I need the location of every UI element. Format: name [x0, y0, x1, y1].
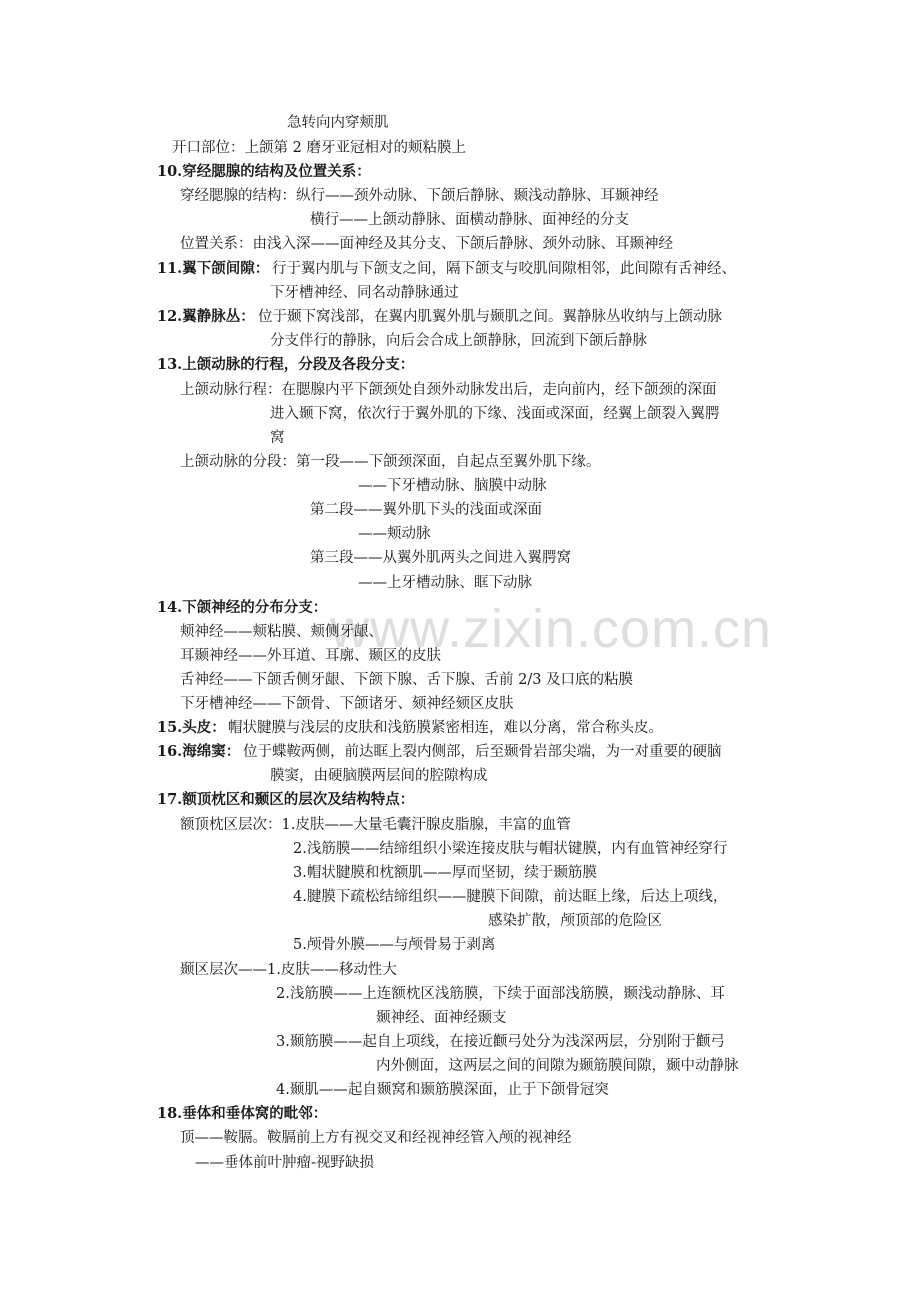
- text-line: 窝: [270, 430, 285, 446]
- section-heading: 13.上颌动脉的行程，分段及各段分支：: [157, 356, 415, 373]
- text-line: 4.腱膜下疏松结缔组织——腱膜下间隙，前达眶上缘，后达上项线，: [293, 889, 728, 905]
- text-line: ——下牙槽动脉、脑膜中动脉: [358, 478, 547, 494]
- text-line: 第二段——翼外肌下头的浅面或深面: [310, 502, 542, 518]
- text-line: 4.颞肌——起自颞窝和颞筋膜深面，止于下颌骨冠突: [276, 1082, 609, 1098]
- text-line: 5.颅骨外膜——与颅骨易于剥离: [293, 937, 496, 953]
- text-line: 2.浅筋膜——结缔组织小梁连接皮肤与帽状键膜，内有血管神经穿行: [293, 841, 728, 857]
- text-line: 颞区层次——1.皮肤——移动性大: [180, 962, 397, 978]
- watermark: www.zixin.com.cn: [330, 599, 773, 659]
- text-line: 帽状腱膜与浅层的皮肤和浅筋膜紧密相连，难以分离，常合称头皮。: [228, 720, 663, 736]
- section-heading: 12.翼静脉丛：: [157, 308, 255, 325]
- text-line: ——颊动脉: [358, 526, 431, 542]
- text-line: 3.帽状腱膜和枕额肌——厚而坚韧，续于颞筋膜: [293, 865, 597, 881]
- text-line: 开口部位：上颌第 2 磨牙亚冠相对的颊粘膜上: [172, 140, 466, 156]
- text-line: 顶——鞍膈。鞍膈前上方有视交叉和经视神经管入颅的视神经: [180, 1130, 572, 1146]
- text-line: 额顶枕区层次：1.皮肤——大量毛囊汗腺皮脂腺，丰富的血管: [180, 817, 571, 833]
- text-line: 耳颞神经——外耳道、耳廓、颞区的皮肤: [180, 648, 441, 664]
- text-line: 急转向内穿颊肌: [287, 115, 389, 131]
- text-line: 上颌动脉的分段：第一段——下颌颈深面，自起点至翼外肌下缘。: [180, 454, 601, 470]
- text-line: 3.颞筋膜——起自上项线，在接近颧弓处分为浅深两层，分别附于颧弓: [276, 1034, 725, 1050]
- section-heading: 11.翼下颌间隙：: [157, 260, 270, 277]
- text-line: 内外侧面，这两层之间的间隙为颞筋膜间隙，颞中动静脉: [376, 1058, 739, 1074]
- text-line: 位置关系：由浅入深——面神经及其分支、下颌后静脉、颈外动脉、耳颞神经: [180, 236, 673, 252]
- text-line: 颞神经、面神经颞支: [376, 1010, 507, 1026]
- section-heading: 15.头皮：: [157, 719, 226, 736]
- text-line: ——垂体前叶肿瘤-视野缺损: [195, 1155, 374, 1171]
- section-heading: 16.海绵窦：: [157, 743, 241, 760]
- text-line: 感染扩散，颅顶部的危险区: [488, 913, 662, 929]
- text-line: 下牙槽神经、同名动静脉通过: [270, 285, 459, 301]
- text-line: 膜窦，由硬脑膜两层间的腔隙构成: [270, 768, 488, 784]
- text-line: 舌神经——下颌舌侧牙龈、下颌下腺、舌下腺、舌前 2/3 及口底的粘膜: [180, 672, 634, 688]
- text-line: 颊神经——颊粘膜、颊侧牙龈、: [180, 624, 383, 640]
- text-line: 行于翼内肌与下颌支之间，隔下颌支与咬肌间隙相邻，此间隙有舌神经、: [272, 261, 736, 277]
- text-line: 上颌动脉行程：在腮腺内平下颌颈处自颈外动脉发出后，走向前内，经下颌颈的深面: [180, 382, 717, 398]
- text-line: 第三段——从翼外肌两头之间进入翼腭窝: [310, 550, 571, 566]
- section-heading: 10.穿经腮腺的结构及位置关系：: [157, 163, 371, 180]
- text-line: 分支伴行的静脉，向后会合成上颌静脉，回流到下颌后静脉: [270, 333, 647, 349]
- text-line: ——上牙槽动脉、眶下动脉: [358, 575, 532, 591]
- text-line: 穿经腮腺的结构：纵行——颈外动脉、下颌后静脉、颞浅动静脉、耳颞神经: [180, 188, 659, 204]
- text-line: 下牙槽神经——下颌骨、下颌诸牙、颏神经颏区皮肤: [180, 696, 514, 712]
- text-line: 位于颞下窝浅部，在翼内肌翼外肌与颞肌之间。翼静脉丛收纳与上颌动脉: [258, 309, 722, 325]
- section-heading: 18.垂体和垂体窝的毗邻：: [157, 1105, 328, 1122]
- text-line: 进入颞下窝，依次行于翼外肌的下缘、浅面或深面，经翼上颌裂入翼腭: [270, 406, 720, 422]
- section-heading: 14.下颌神经的分布分支：: [157, 599, 328, 616]
- section-heading: 17.额顶枕区和颞区的层次及结构特点：: [157, 791, 415, 808]
- text-line: 位于蝶鞍两侧，前达眶上裂内侧部，后至颞骨岩部尖端，为一对重要的硬脑: [243, 744, 722, 760]
- text-line: 2.浅筋膜——上连额枕区浅筋膜，下续于面部浅筋膜，颞浅动静脉、耳: [276, 986, 725, 1002]
- text-line: 横行——上颌动静脉、面横动静脉、面神经的分支: [310, 212, 629, 228]
